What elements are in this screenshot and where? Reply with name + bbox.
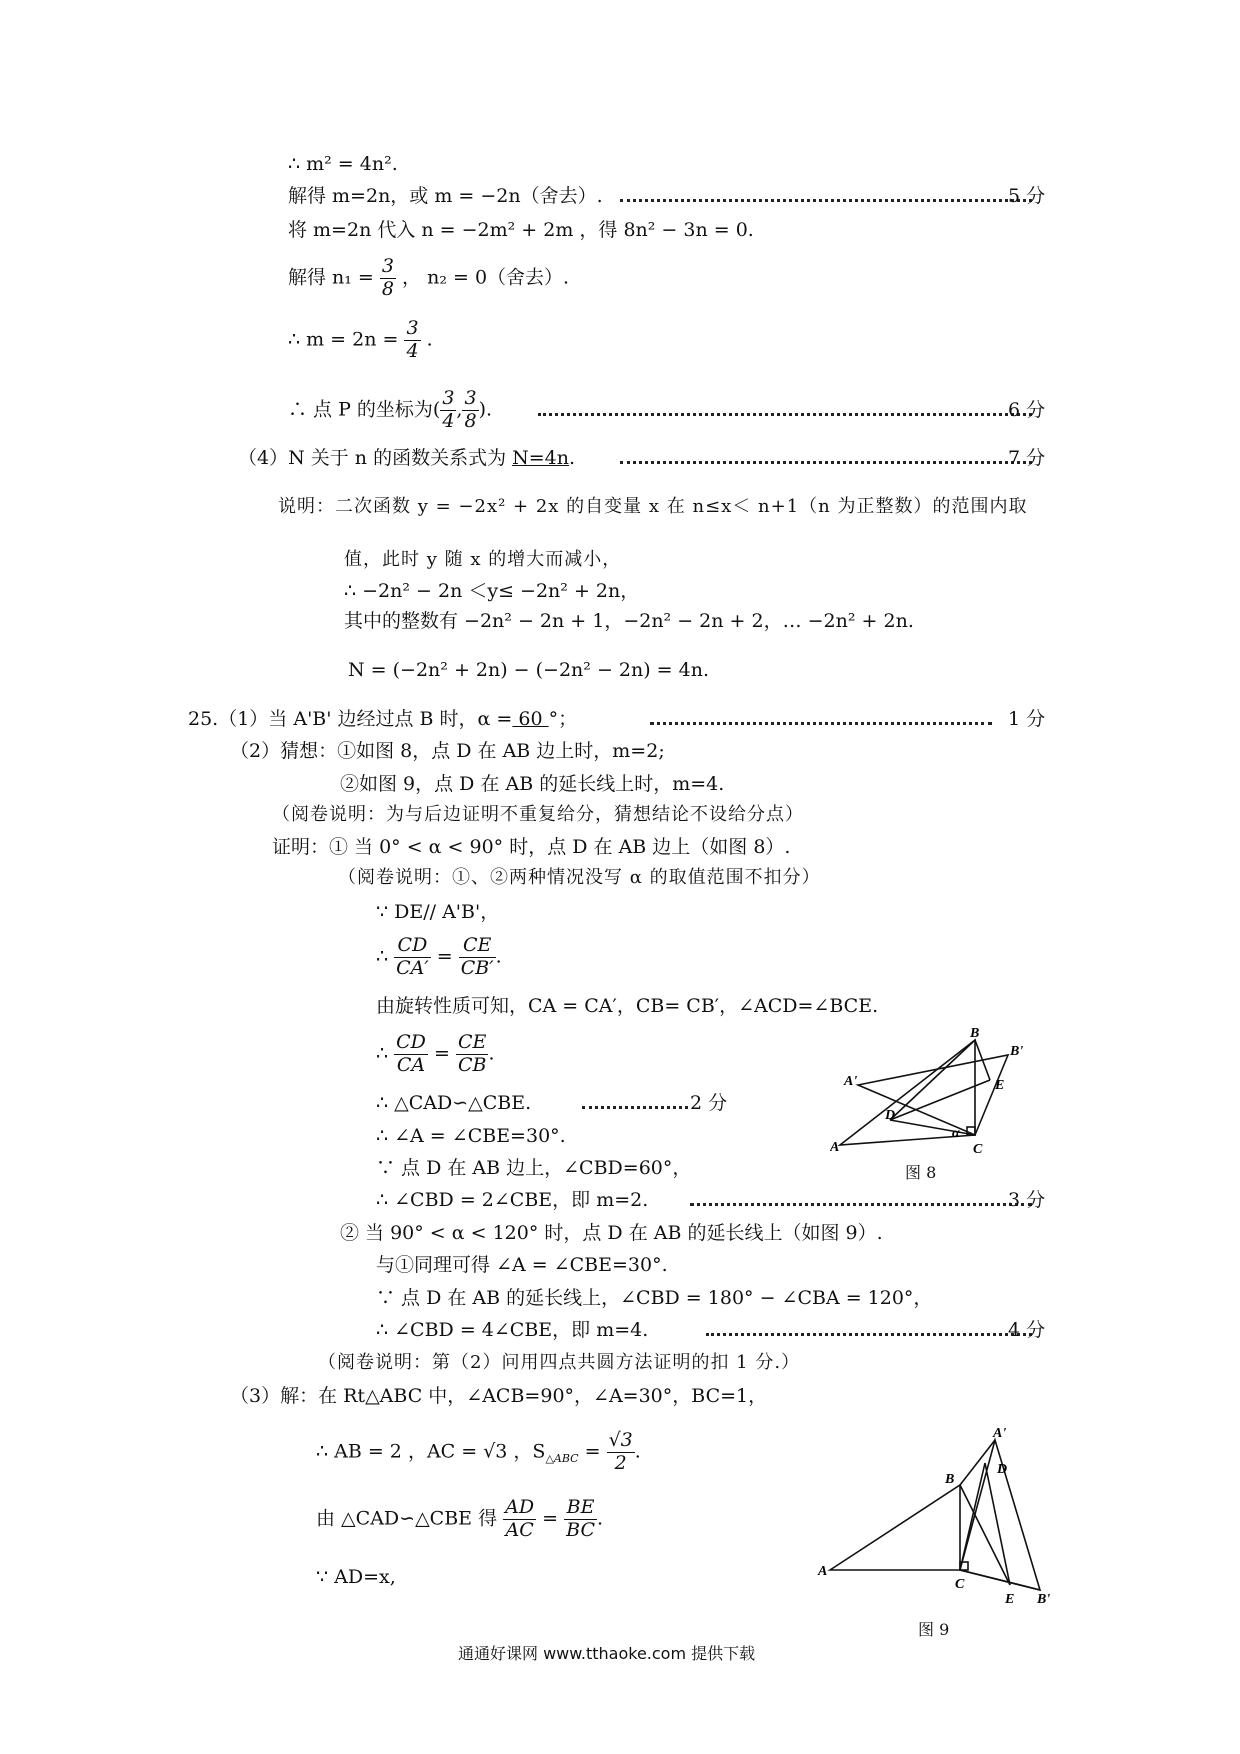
fraction: $\frac{CD}{CA}$	[396, 1031, 426, 1076]
note-line: 值，此时 y 随 x 的增大而减小，	[344, 549, 622, 570]
part-3: （3）解：在 Rt△ABC 中，∠ACB=90°，∠A=30°，BC=1，	[230, 1385, 768, 1407]
conjecture-2: ②如图 9，点 D 在 AB 的延长线上时，m=4.	[340, 773, 725, 795]
part-3-ratio: 由 △CAD∽△CBE 得 $\frac{AD}{AC}$ = $\frac{BE}{BC}$ .	[316, 1496, 604, 1541]
score-6: 6 分	[1008, 399, 1046, 421]
score-leader	[620, 461, 1032, 464]
eq-m-squared: ∴ m² = 4n².	[288, 153, 398, 175]
label-b-prime: B'	[1010, 1044, 1024, 1059]
label-d: D	[997, 1462, 1008, 1477]
note-line: 说明：二次函数 y = −2x² + 2x 的自变量 x 在 n≤x＜ n+1（n 为正整数）的范围内取	[278, 496, 1028, 517]
label-e: E	[995, 1078, 1005, 1093]
score-3: 3 分	[1008, 1189, 1046, 1211]
label-alpha: α	[952, 1126, 960, 1141]
solve-m: 解得 m=2n，或 m = −2n（舍去）.	[288, 185, 603, 207]
proof-line: ∴ ∠CBD = 2∠CBE，即 m=2.	[376, 1189, 649, 1211]
score-1: 1 分	[1008, 708, 1046, 730]
score-leader	[538, 413, 1032, 416]
label-d: D	[885, 1108, 896, 1123]
solve-n-suffix: ， n₂ = 0（舍去）.	[402, 266, 570, 289]
label-a: A	[818, 1564, 828, 1579]
proof-line: ∵ DE// A'B'，	[376, 901, 500, 923]
proof-line: 与①同理可得 ∠A = ∠CBE=30°.	[376, 1254, 668, 1276]
proof-ratio-1: ∴ $\frac{CD}{CA'}$ = $\frac{CE}{CB'}$ .	[376, 934, 502, 979]
q25-part1: 25.（1）当 A'B' 边经过点 B 时，α = 60 °；	[188, 708, 578, 730]
proof-line: ∴ ∠A = ∠CBE=30°.	[376, 1125, 566, 1147]
score-leader	[690, 1203, 1032, 1206]
fraction: $\frac{BE}{BC}$	[566, 1496, 595, 1541]
grading-note: （阅卷说明：①、②两种情况没写 α 的取值范围不扣分）	[338, 867, 821, 888]
page-footer: 通通好课网 www.tthaoke.com 提供下载	[458, 1644, 756, 1663]
proof-case-2: ② 当 90° < α < 120° 时，点 D 在 AB 的延长线上（如图 9）.	[340, 1222, 883, 1244]
score-leader	[706, 1333, 1032, 1336]
label-c: C	[973, 1142, 983, 1157]
fraction: $\frac{CE}{CB}$	[457, 1031, 487, 1076]
segment-be	[975, 1040, 990, 1080]
label-e: E	[1005, 1592, 1015, 1605]
m-value: ∴ m = 2n = $\frac{3}{4}$ .	[288, 317, 433, 362]
part-4: （4）N 关于 n 的函数关系式为 N=4n.	[238, 447, 576, 469]
proof-line: ∴ △CAD∽△CBE.	[376, 1092, 532, 1114]
figure-9	[815, 1425, 1060, 1605]
part-3-values: ∴ AB = 2 ，AC = √3 ，$S_{\triangle ABC}$ = $\frac{√3}{2}$ .	[316, 1429, 641, 1474]
solve-n-prefix: 解得 n₁ =	[288, 266, 374, 289]
fraction: $\frac{3}{4}$	[406, 317, 419, 362]
fraction: $\frac{3}{4}$	[442, 387, 455, 432]
fraction: $\frac{CD}{CA'}$	[396, 934, 429, 979]
triangle-abc	[830, 1485, 960, 1570]
label-a-prime: A'	[993, 1426, 1007, 1441]
note-line: N = (−2n² + 2n) − (−2n² − 2n) = 4n.	[348, 659, 710, 681]
proof-line: ∴ ∠CBD = 4∠CBE，即 m=4.	[376, 1319, 649, 1341]
score-4: 4 分	[1008, 1319, 1046, 1341]
proof-ratio-2: ∴ $\frac{CD}{CA}$ = $\frac{CE}{CB}$ .	[376, 1031, 495, 1076]
figure-8	[830, 1025, 1050, 1160]
score-leader	[650, 722, 992, 725]
fraction: $\frac{3}{8}$	[464, 387, 477, 432]
label-a: A	[830, 1140, 840, 1155]
segment-de	[985, 1463, 1010, 1585]
conjecture-1: （2）猜想：①如图 8，点 D 在 AB 边上时，m=2;	[230, 740, 665, 762]
segment-db	[890, 1040, 975, 1120]
label-a-prime: A'	[844, 1074, 858, 1089]
score-leader	[620, 199, 1032, 202]
figure-8-caption: 图 8	[905, 1163, 937, 1182]
score-leader	[582, 1106, 688, 1109]
proof-line: ∵ 点 D 在 AB 的延长线上，∠CBD = 180° − ∠CBA = 120°，	[376, 1287, 933, 1309]
substitute-m: 将 m=2n 代入 n = −2m² + 2m ，得 8n² − 3n = 0.	[288, 219, 754, 241]
label-c: C	[955, 1577, 965, 1592]
point-p: ∴ 点 P 的坐标为( $\frac{3}{4}$ , $\frac{3}{8}$ ).	[288, 387, 493, 432]
label-b: B	[945, 1472, 955, 1487]
score-2: 2 分	[690, 1092, 728, 1114]
score-7: 7 分	[1008, 447, 1046, 469]
note-line: ∴ −2n² − 2n ＜y≤ −2n² + 2n，	[344, 580, 640, 602]
grading-note: （阅卷说明：第（2）问用四点共圆方法证明的扣 1 分.）	[318, 1352, 801, 1373]
fraction: $\frac{√3}{2}$	[608, 1429, 633, 1474]
figure-9-caption: 图 9	[918, 1620, 950, 1639]
proof-line: 由旋转性质可知，CA = CA′，CB= CB′，∠ACD=∠BCE.	[376, 995, 879, 1017]
grading-note: （阅卷说明：为与后边证明不重复给分，猜想结论不设给分点）	[272, 804, 804, 825]
label-b: B	[970, 1026, 980, 1041]
segment-dc	[890, 1120, 975, 1135]
score-5: 5 分	[1008, 185, 1046, 207]
fraction: $\frac{CE}{CB'}$	[460, 934, 494, 979]
proof-line: ∵ 点 D 在 AB 边上，∠CBD=60°，	[376, 1157, 692, 1179]
part-3-ad: ∵ AD=x,	[316, 1566, 396, 1588]
segment-cb1	[960, 1570, 1040, 1590]
m-value-prefix: ∴ m = 2n =	[288, 328, 399, 351]
solve-n	[288, 256, 569, 301]
note-line: 其中的整数有 −2n² − 2n + 1，−2n² − 2n + 2，… −2n² + 2n.	[344, 610, 914, 632]
label-b-prime: B'	[1037, 1592, 1051, 1605]
point-p-prefix: ∴ 点 P 的坐标为(	[288, 398, 441, 421]
fraction: $\frac{AD}{AC}$	[505, 1496, 535, 1541]
proof-case-1: 证明：① 当 0° < α < 90° 时，点 D 在 AB 边上（如图 8）.	[272, 836, 791, 858]
fraction: $\frac{3}{8}$	[381, 255, 394, 300]
